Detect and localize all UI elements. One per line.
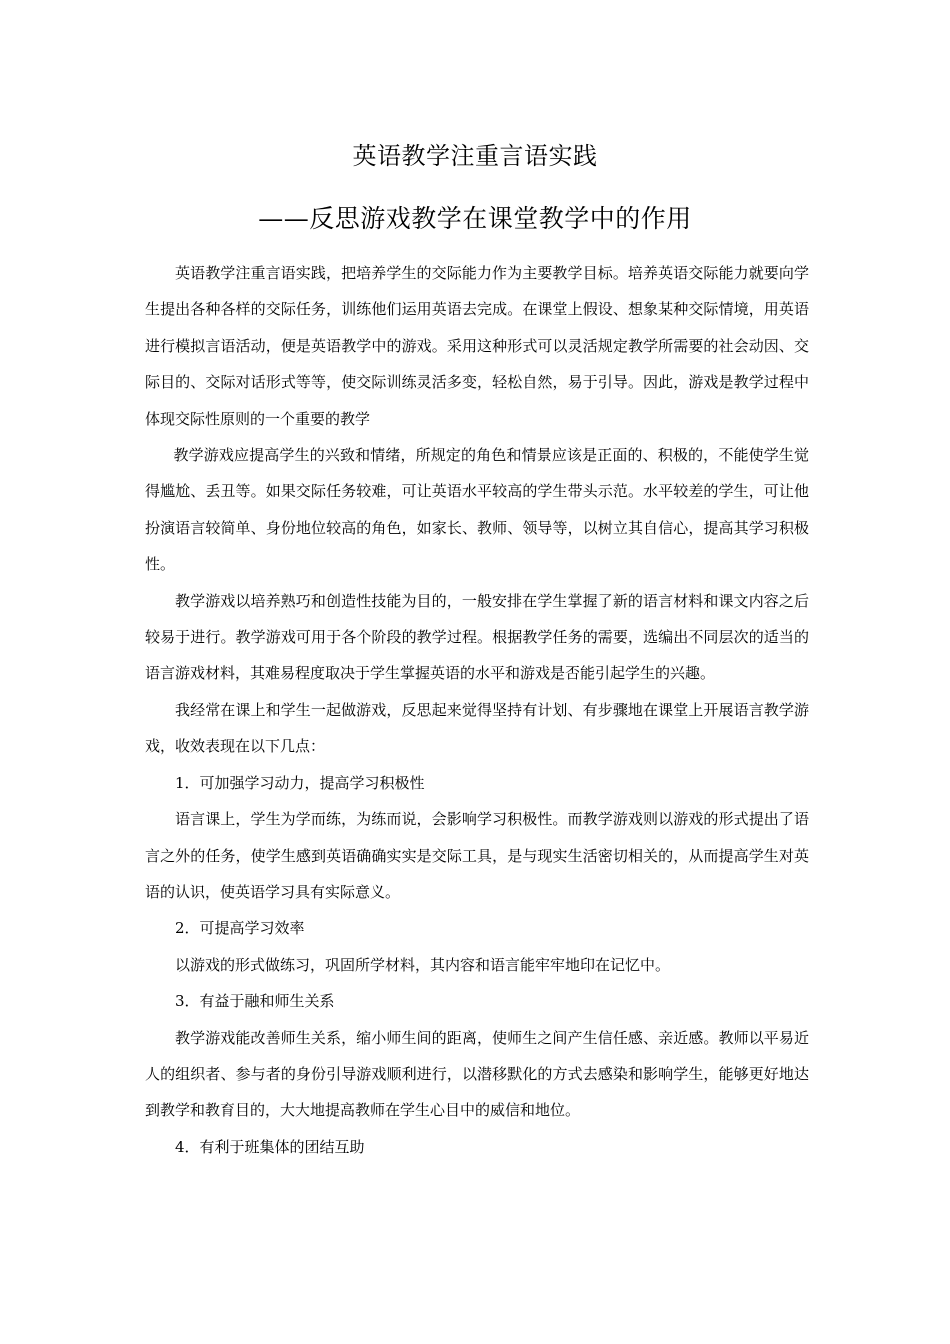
paragraph: 以游戏的形式做练习，巩固所学材料，其内容和语言能牢牢地印在记忆中。 [175,955,671,974]
paragraph: 教学游戏应提高学生的兴致和情绪，所规定的角色和情景应该是正面的、积极的，不能使学生觉得尴尬、丢丑等。如果交际任务较难，可让英语水平较高的学生带头示范。水平较差的学生，可让他扮演语言较简单、身份地位较高的角色，如家长、教师、领导等，以树立其自信心，提高其学习积极性。 [145,446,809,574]
document-body [145,255,809,1165]
section-heading: 2．可提高学习效率 [175,919,305,938]
document-title: 英语教学注重言语实践 [352,142,598,170]
paragraph: 我经常在课上和学生一起做游戏，反思起来觉得坚持有计划、有步骤地在课堂上开展语言教学游戏，收效表现在以下几点： [145,700,809,756]
section-heading: 4．有利于班集体的团结互助 [175,1137,365,1156]
paragraph: 英语教学注重言语实践，把培养学生的交际能力作为主要教学目标。培养英语交际能力就要向学生提出各种各样的交际任务，训练他们运用英语去完成。在课堂上假设、想象某种交际情境，用英语进行模拟言语活动，便是英语教学中的游戏。采用这种形式可以灵活规定教学所需要的社会动因、交际目的、交际对话形式等等，使交际训练灵活多变，轻松自然，易于引导。因此，游戏是教学过程中体现交际性原则的一个重要的教学 [145,264,809,428]
paragraph: 教学游戏能改善师生关系，缩小师生间的距离，使师生之间产生信任感、亲近感。教师以平易近人的组织者、参与者的身份引导游戏顺利进行，以潜移默化的方式去感染和影响学生，能够更好地达到教学和教育目的，大大地提高教师在学生心目中的威信和地位。 [145,1028,809,1120]
paragraph: 教学游戏以培养熟巧和创造性技能为目的，一般安排在学生掌握了新的语言材料和课文内容之后较易于进行。教学游戏可用于各个阶段的教学过程。根据教学任务的需要，选编出不同层次的适当的语言游戏材料，其难易程度取决于学生掌握英语的水平和游戏是否能引起学生的兴趣。 [145,591,809,683]
document-subtitle: ——反思游戏教学在课堂教学中的作用 [258,204,692,233]
section-heading: 1．可加强学习动力，提高学习积极性 [175,773,425,792]
paragraph: 语言课上，学生为学而练，为练而说，会影响学习积极性。而教学游戏则以游戏的形式提出了语言之外的任务，使学生感到英语确确实实是交际工具，是与现实生活密切相关的，从而提高学生对英语的认识，使英语学习具有实际意义。 [145,810,809,901]
section-heading: 3．有益于融和师生关系 [175,992,335,1011]
